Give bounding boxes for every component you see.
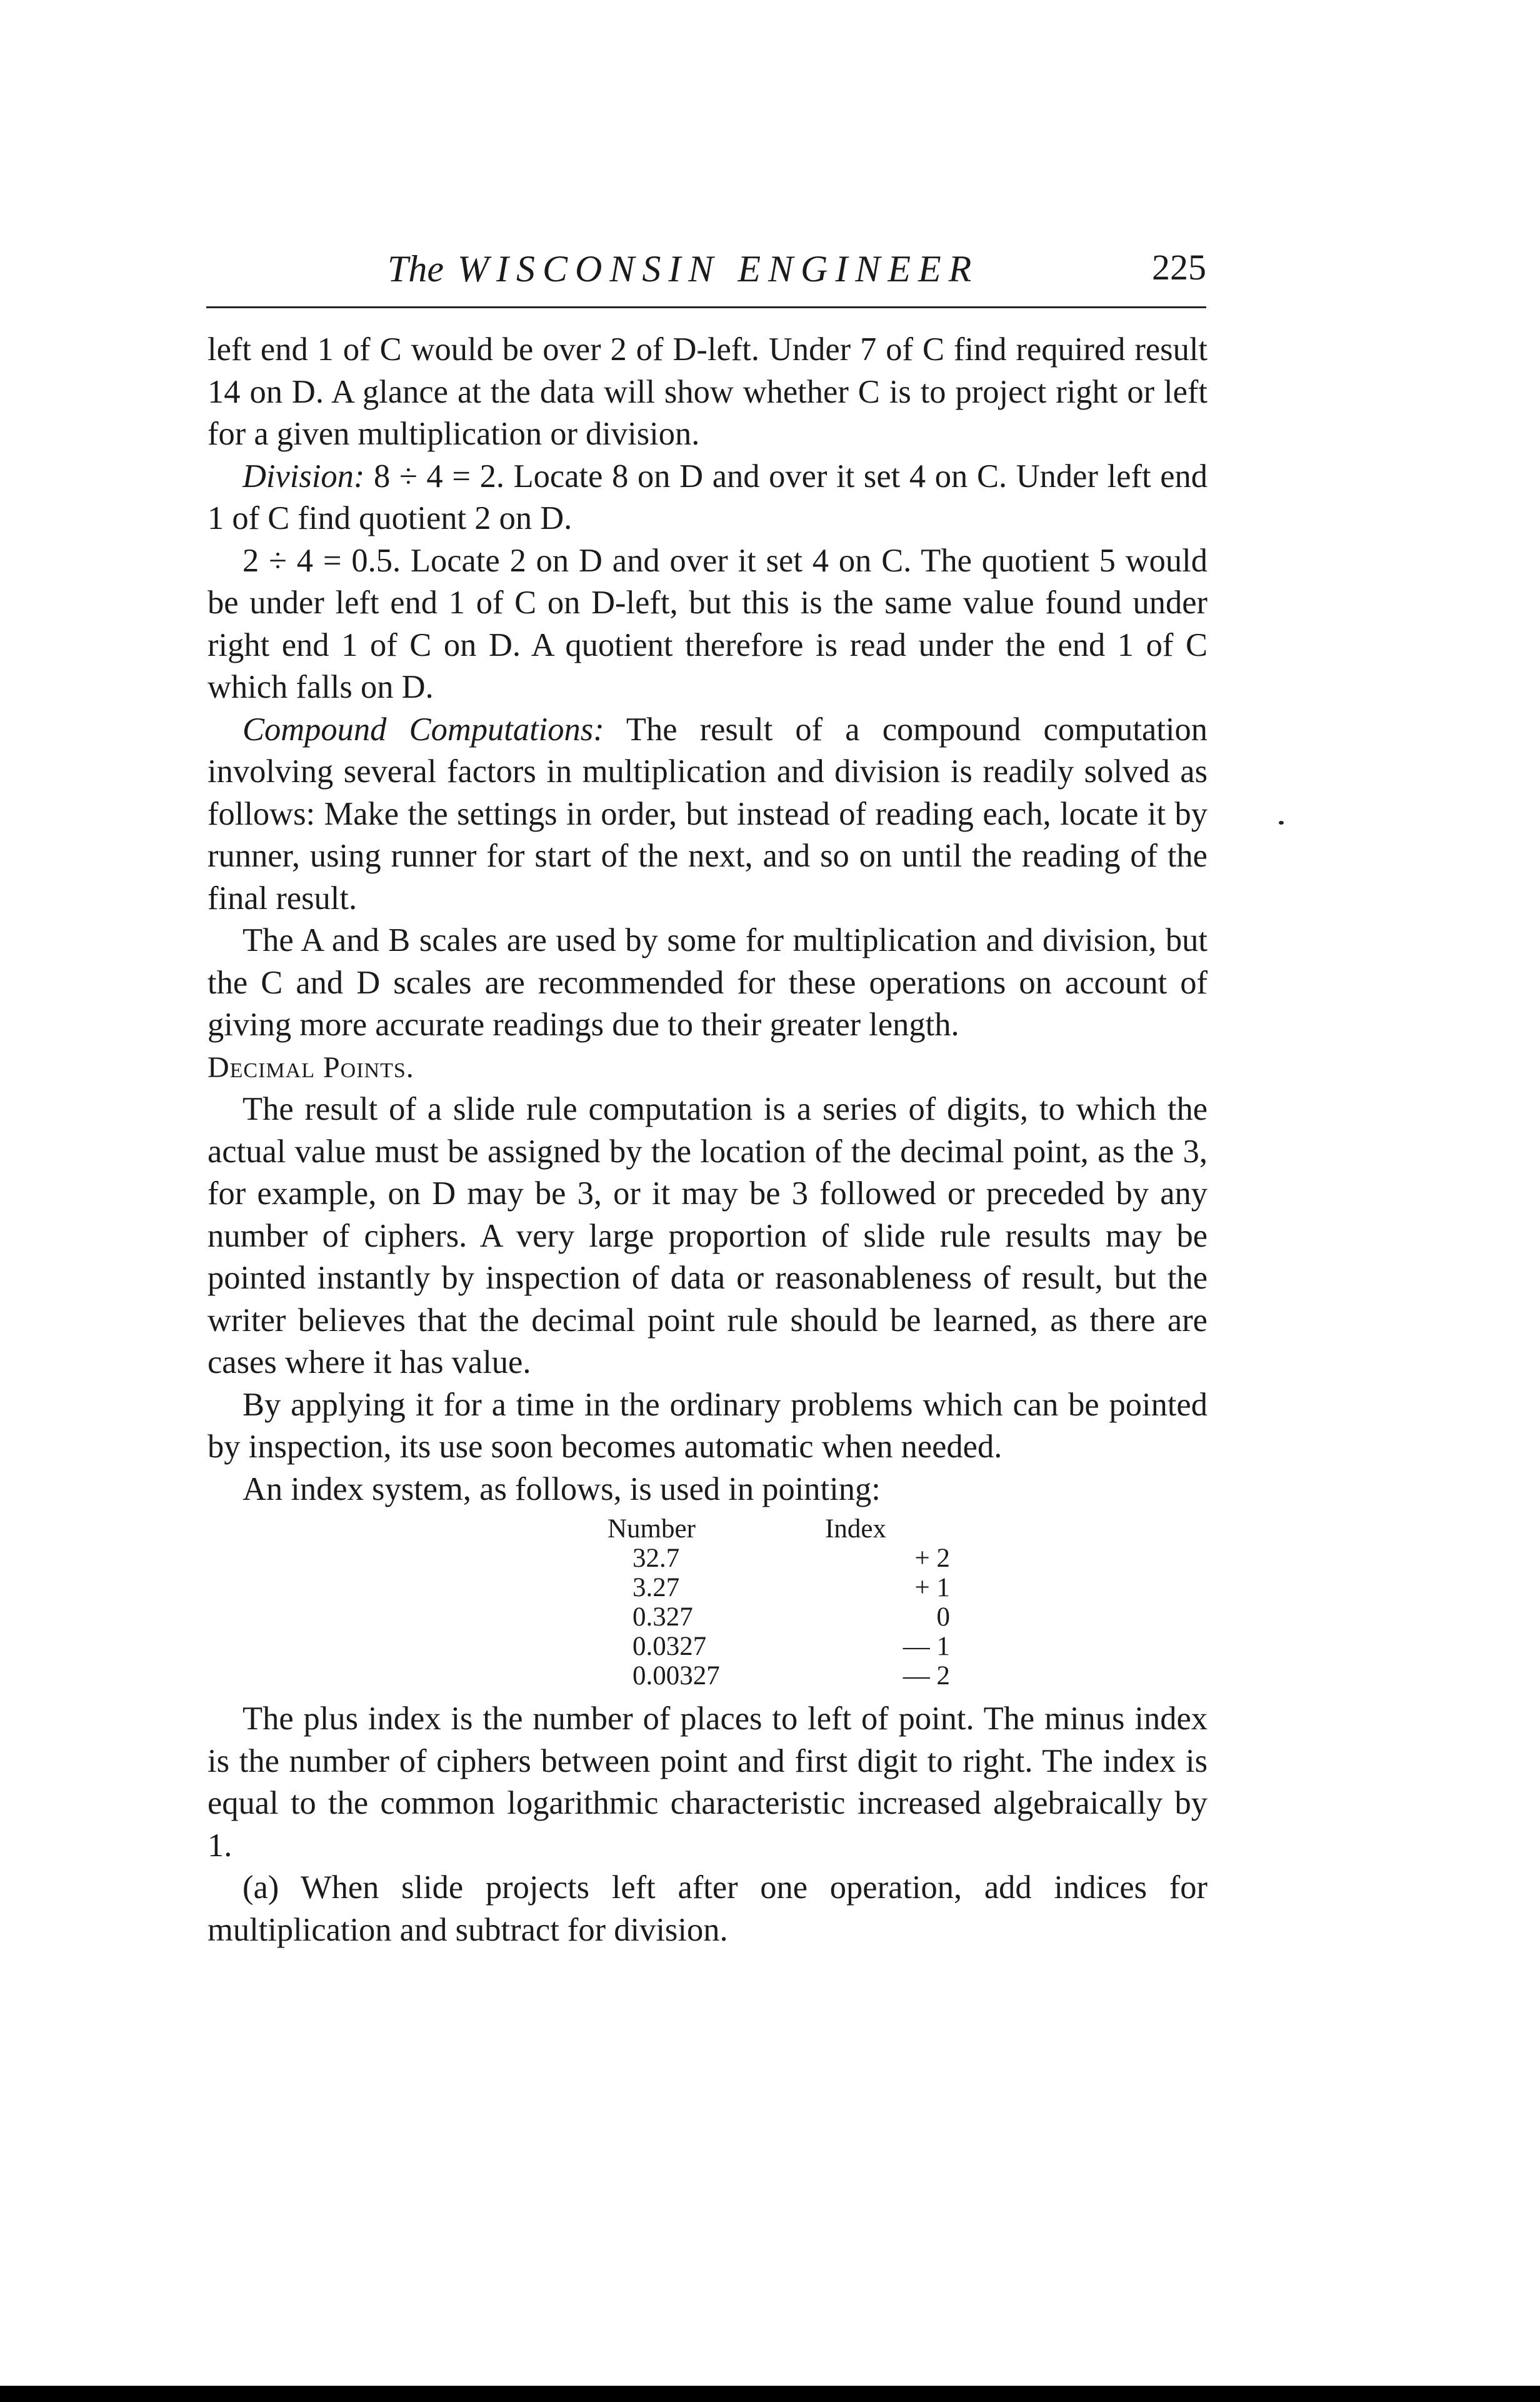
table-row	[608, 1544, 984, 1573]
table-cell-number: 0.327	[632, 1602, 693, 1632]
paragraph-division	[208, 456, 1208, 540]
margin-speck	[1279, 821, 1284, 825]
table-cell-index: + 1	[914, 1573, 950, 1602]
table-cell-index: 0	[936, 1602, 950, 1632]
scan-edge-bar	[0, 2386, 1540, 2402]
paragraph-compound	[208, 709, 1208, 920]
table-cell-number: 0.0327	[632, 1632, 707, 1661]
article-body	[208, 329, 1208, 1951]
index-table-wrapper	[208, 1514, 1208, 1691]
division-text: 8 ÷ 4 = 2. Locate 8 on D and over it set 4 on C. Under left end 1 of C find quotient 2 on D.	[208, 458, 1208, 536]
table-cell-number: 3.27	[632, 1573, 680, 1602]
paragraph-rule-a: (a) When slide projects left after one operation, add indices for multiplication and subtract for division.	[208, 1869, 1208, 1948]
page-number: 225	[1152, 247, 1206, 288]
index-table-header-index: Index	[825, 1514, 886, 1544]
table-row	[608, 1573, 984, 1602]
paragraph-continuation: left end 1 of C would be over 2 of D-left. Under 7 of C find required result 14 on D. A glance at the data will show whether C is to project right or left for a given multiplication or division.	[208, 331, 1208, 452]
table-cell-index: — 2	[902, 1661, 950, 1691]
paragraph-scales: The A and B scales are used by some for multiplication and division, but the C and D scales are recommended for these operations on account of giving more accurate readings due to their greater length.	[208, 922, 1208, 1043]
table-cell-index: + 2	[914, 1544, 950, 1573]
running-header	[206, 243, 1206, 299]
paragraph-index-explanation: The plus index is the number of places to left of point. The minus index is the number of ciphers between point and first digit to right. The index is equal to the common logarithmic characteristic increased algebraically by 1.	[208, 1701, 1208, 1864]
table-cell-number: 32.7	[632, 1544, 680, 1573]
table-row	[608, 1632, 984, 1661]
journal-title	[388, 248, 979, 291]
table-cell-index: — 1	[902, 1632, 950, 1661]
table-row	[608, 1602, 984, 1632]
division-label: Division:	[242, 458, 365, 495]
table-row	[608, 1661, 984, 1691]
paragraph-index-intro: An index system, as follows, is used in pointing:	[242, 1470, 881, 1507]
header-rule	[206, 306, 1206, 308]
index-table	[608, 1514, 984, 1691]
compound-text: The result of a compound computation involving several factors in multiplication and division is readily solved as follows: Make the settings in order, but instead of reading each, locate it by runner, using runner for start of the next, and so on until the reading of the final result.	[208, 711, 1208, 917]
paragraph-applying: By applying it for a time in the ordinary problems which can be pointed by inspection, its use soon becomes automatic when needed.	[208, 1386, 1208, 1465]
paragraph-decimal-result: The result of a slide rule computation is a series of digits, to which the actual value must be assigned by the location of the decimal point, as the 3, for example, on D may be 3, or it may be 3 followed or preceded by any number of ciphers. A very large proportion of slide rule results may be pointed instantly by inspection of data or reasonableness of result, but the writer believes that the decimal point rule should be learned, as there are cases where it has value.	[208, 1091, 1208, 1380]
compound-label: Compound Computations:	[242, 711, 604, 748]
paragraph-division-example: 2 ÷ 4 = 0.5. Locate 2 on D and over it set 4 on C. The quotient 5 would be under left end 1 of C on D-left, but this is the same value found under right end 1 of C on D. A quotient therefore is read under the end 1 of C which falls on D.	[208, 542, 1208, 705]
table-cell-number: 0.00327	[632, 1661, 720, 1691]
index-table-header-number: Number	[608, 1514, 696, 1544]
section-heading-decimal-points: Decimal Points.	[208, 1050, 414, 1084]
journal-title-article: The	[388, 248, 444, 289]
journal-title-name: WISCONSIN ENGINEER	[458, 248, 979, 289]
index-table-header-row	[608, 1514, 984, 1544]
